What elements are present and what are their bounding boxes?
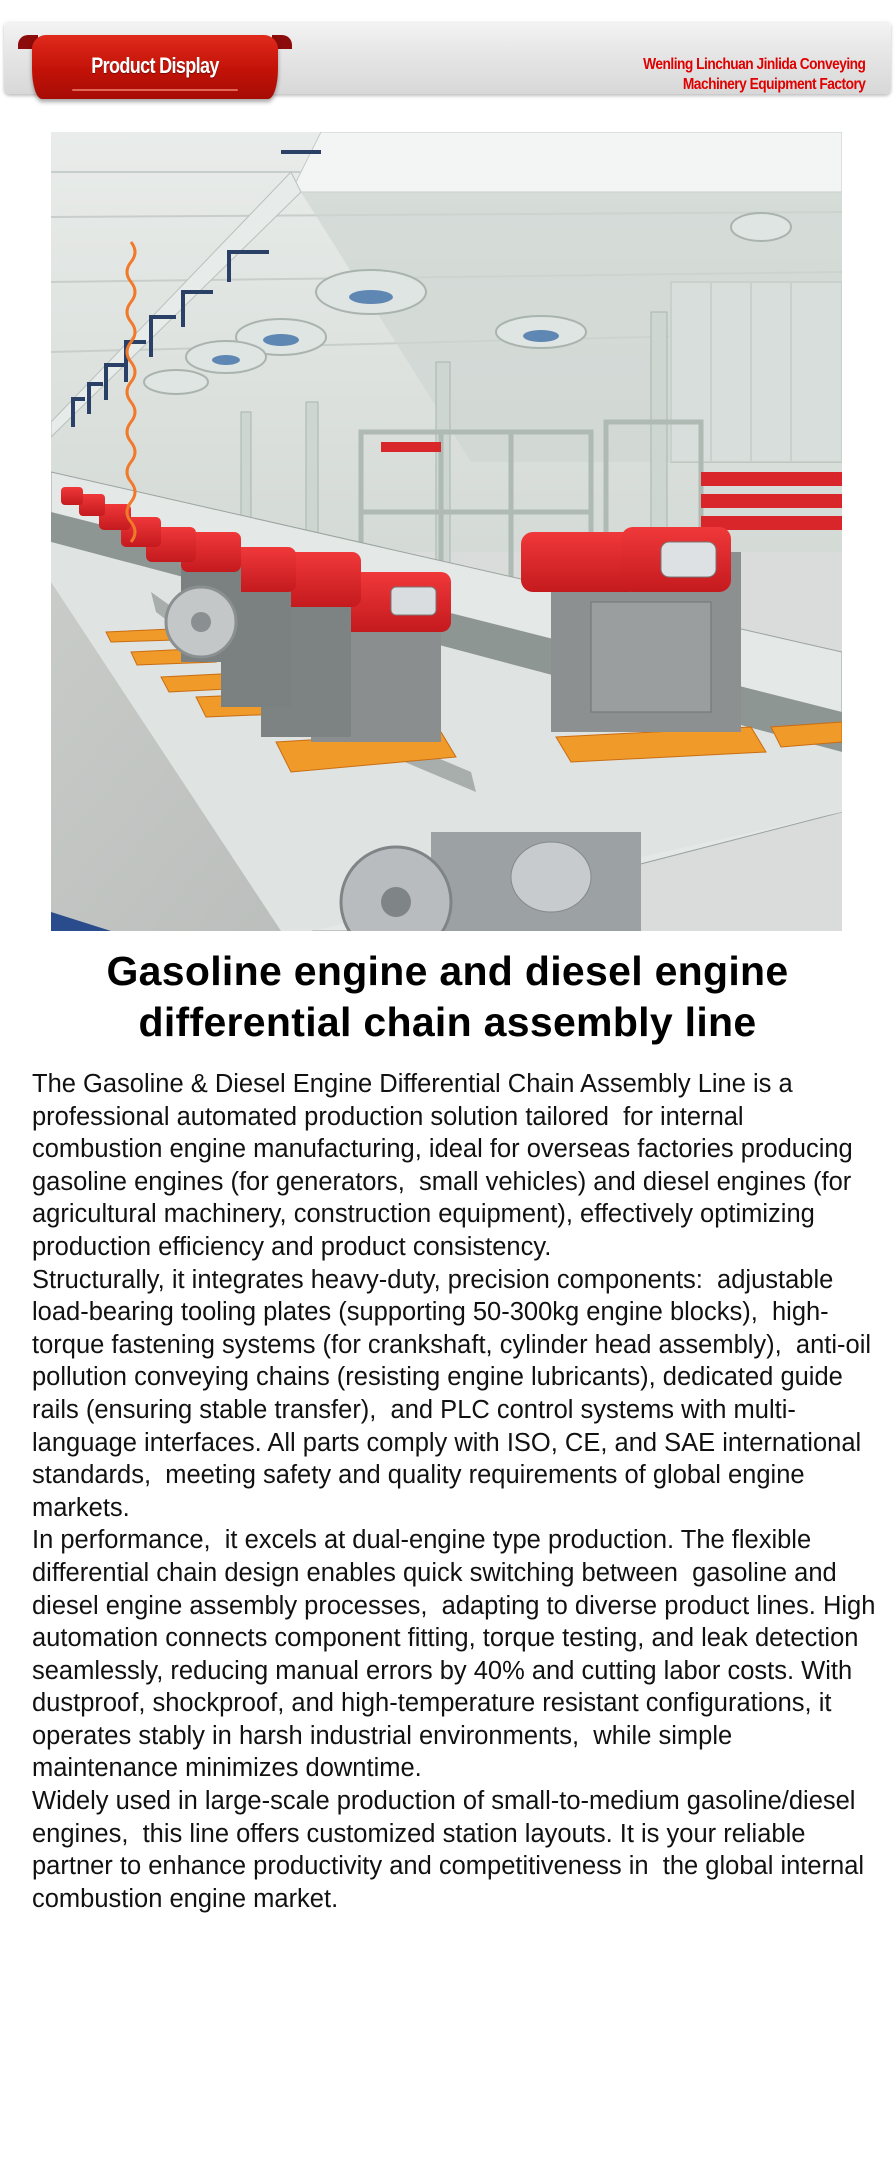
assembly-line-illustration [51,132,842,931]
description-paragraph-structure: Structurally, it integrates heavy-duty, precision components: adjustable load-bearing tooling plates (supporting 50-300kg engine blocks), high-torque fastening systems (for crankshaft, cylinder head assembly), anti-oil pollution conveying chains (resisting engine lubricants), dedicated guide rails (ensuring stable transfer), and PLC control systems with multi-language interfaces. All parts comply with ISO, CE, and SAE international standards, meeting safety and quality requirements of global engine markets. [32,1265,879,1522]
title-line1: Gasoline engine and diesel engine [106,948,789,994]
company-name-line1: Wenling Linchuan Jinlida Conveying [642,56,865,73]
description-paragraph-overview: The Gasoline & Diesel Engine Differential Chain Assembly Line is a professional automated production solution tailored for internal combustion engine manufacturing, ideal for overseas factories producing gasoline engines (for generators, small vehicles) and diesel engines (for agricultural machinery, construction equipment), effectively optimizing production efficiency and product consistency. [32,1070,860,1261]
product-display-ribbon [32,35,278,99]
title-line2: differential chain assembly line [138,999,757,1045]
page-title [0,946,895,1048]
description-paragraph-performance: In performance, it excels at dual-engine type production. The flexible differential chain design enables quick switching between gasoline and diesel engine assembly processes, adapting to diverse product lines. High automation connects component fitting, torque testing, and leak detection seamlessly, reducing manual errors by 40% and cutting labor costs. With dustproof, shockproof, and high-temperature resistant configurations, it operates stably in harsh industrial environments, while simple maintenance minimizes downtime. [32,1526,883,1783]
product-photo [51,132,842,931]
company-name-line2: Machinery Equipment Factory [682,76,865,93]
company-name [643,55,865,95]
product-description [32,1068,883,1915]
product-display-banner [4,20,891,94]
description-paragraph-applications: Widely used in large-scale production of small-to-medium gasoline/diesel engines, this line offers customized station layouts. It is your reliable partner to enhance productivity and competitiveness in the global internal combustion engine market. [32,1787,872,1913]
ribbon-label: Product Display [91,53,219,78]
